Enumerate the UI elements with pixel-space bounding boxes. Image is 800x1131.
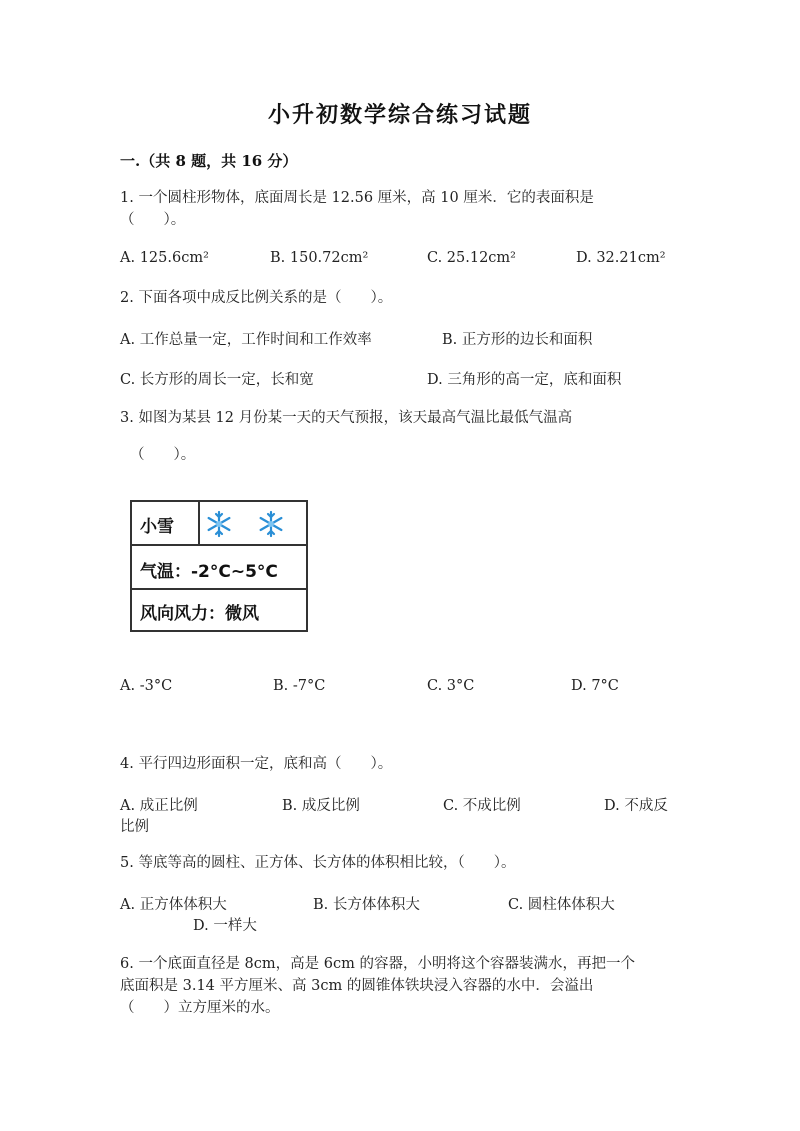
question-1-line-1: 1. 一个圆柱形物体，底面周长是 12.56 厘米，高 10 厘米．它的表面积是 <box>120 190 594 206</box>
section-heading: 一.（共 8 题，共 16 分） <box>120 152 298 170</box>
question-6-line-1: 6. 一个底面直径是 8cm，高是 6cm 的容器，小明将这个容器装满水，再把一个 <box>120 956 635 972</box>
question-3-line-1: 3. 如图为某县 12 月份某一天的天气预报，该天最高气温比最低气温高 <box>120 410 573 426</box>
snowflake-icon <box>256 509 286 539</box>
question-1-option-b: B. 150.72cm² <box>270 250 369 266</box>
question-3-line-2: （ ）。 <box>130 447 196 463</box>
question-4-option-d: D. 不成反 <box>604 798 668 814</box>
weather-row-divider <box>198 502 200 544</box>
snowflake-icon <box>204 509 234 539</box>
page-title: 小升初数学综合练习试题 <box>267 102 532 128</box>
question-1-option-d: D. 32.21cm² <box>576 250 666 266</box>
question-1-line-2: （ ）。 <box>120 212 186 228</box>
question-2-option-c: C. 长方形的周长一定，长和宽 <box>120 372 314 388</box>
weather-row <box>132 502 306 546</box>
question-1-option-c: C. 25.12cm² <box>427 250 516 266</box>
question-3-option-a: A. -3°C <box>120 678 173 694</box>
question-4-stem: 4. 平行四边形面积一定，底和高（ ）。 <box>120 756 393 772</box>
question-4-option-c: C. 不成比例 <box>443 798 521 814</box>
question-3-option-d: D. 7°C <box>571 678 619 694</box>
question-4-option-d-wrap: 比例 <box>120 819 149 835</box>
weather-label: 小雪 <box>140 517 174 537</box>
question-1-option-a: A. 125.6cm² <box>120 250 209 266</box>
question-3-option-c: C. 3°C <box>427 678 475 694</box>
wind-row <box>132 590 306 630</box>
question-6-line-3: （ ）立方厘米的水。 <box>120 1000 280 1016</box>
temperature-row <box>132 546 306 590</box>
question-2-option-a: A. 工作总量一定，工作时间和工作效率 <box>120 332 372 348</box>
temperature-label: 气温：-2°C~5°C <box>140 562 278 582</box>
question-2-stem: 2. 下面各项中成反比例关系的是（ ）。 <box>120 290 393 306</box>
question-6-line-2: 底面积是 3.14 平方厘米、高 3cm 的圆锥体铁块浸入容器的水中．会溢出 <box>120 978 594 994</box>
question-5-stem: 5. 等底等高的圆柱、正方体、长方体的体积相比较，（ ）。 <box>120 855 516 871</box>
question-5-option-c: C. 圆柱体体积大 <box>508 897 615 913</box>
wind-label: 风向风力：微风 <box>140 604 259 624</box>
question-2-option-d: D. 三角形的高一定，底和面积 <box>427 372 622 388</box>
question-5-option-d: D. 一样大 <box>193 918 257 934</box>
question-5-option-b: B. 长方体体积大 <box>313 897 420 913</box>
question-3-option-b: B. -7°C <box>273 678 326 694</box>
question-4-option-b: B. 成反比例 <box>282 798 360 814</box>
question-4-option-a: A. 成正比例 <box>120 798 198 814</box>
question-2-option-b: B. 正方形的边长和面积 <box>442 332 593 348</box>
question-5-option-a: A. 正方体体积大 <box>120 897 227 913</box>
weather-forecast-figure <box>130 500 308 632</box>
